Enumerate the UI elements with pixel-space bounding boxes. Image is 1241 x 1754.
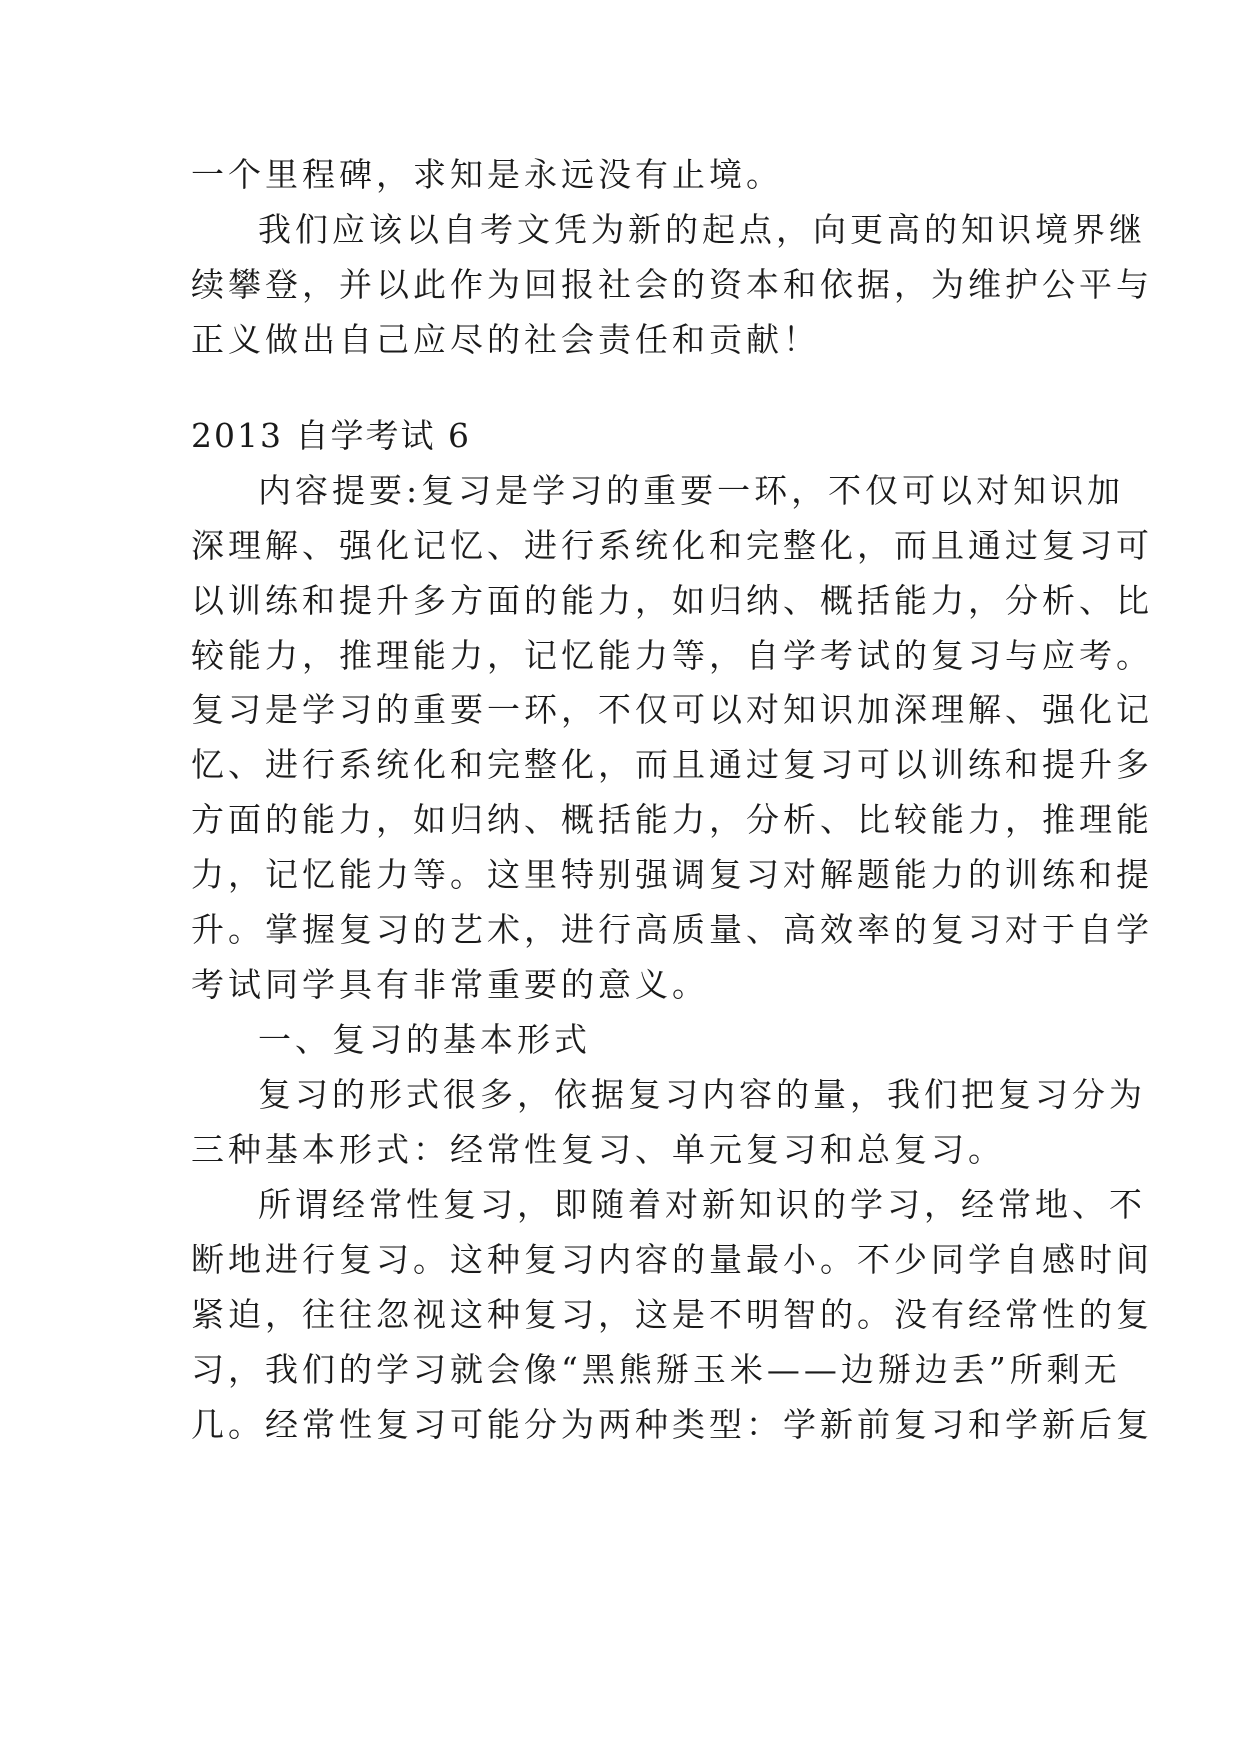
text-line: 较能力，推理能力，记忆能力等，自学考试的复习与应考。 [191,636,1153,675]
text-line: 紧迫，往往忽视这种复习，这是不明智的。没有经常性的复 [191,1295,1153,1334]
text-line: 考试同学具有非常重要的意义。 [191,965,709,1004]
text-line: 续攀登，并以此作为回报社会的资本和依据，为维护公平与 [191,265,1153,304]
text-line: 忆、进行系统化和完整化，而且通过复习可以训练和提升多 [191,745,1153,784]
text-line: 习，我们的学习就会像“黑熊掰玉米——边掰边丢”所剩无 [191,1350,1121,1389]
text-line: 断地进行复习。这种复习内容的量最小。不少同学自感时间 [191,1240,1153,1279]
text-line: 一个里程碑，求知是永远没有止境。 [191,155,783,194]
section-heading: 2013 自学考试 6 [191,416,471,455]
text-line: 方面的能力，如归纳、概括能力，分析、比较能力，推理能 [191,800,1153,839]
text-line: 三种基本形式：经常性复习、单元复习和总复习。 [191,1130,1005,1169]
text-line: 力，记忆能力等。这里特别强调复习对解题能力的训练和提 [191,855,1153,894]
text-line: 以训练和提升多方面的能力，如归纳、概括能力，分析、比 [191,581,1153,620]
text-line: 复习是学习的重要一环，不仅可以对知识加深理解、强化记 [191,690,1153,729]
text-line: 复习的形式很多，依据复习内容的量，我们把复习分为 [258,1075,1146,1114]
text-line: 所谓经常性复习，即随着对新知识的学习，经常地、不 [258,1185,1146,1224]
text-line: 内容提要:复习是学习的重要一环，不仅可以对知识加 [258,471,1125,510]
text-line: 我们应该以自考文凭为新的起点，向更高的知识境界继 [258,210,1146,249]
text-line: 正义做出自己应尽的社会责任和贡献！ [191,320,820,359]
subsection-heading: 一、复习的基本形式 [258,1020,591,1059]
text-line: 几。经常性复习可能分为两种类型：学新前复习和学新后复 [191,1405,1153,1444]
text-line: 深理解、强化记忆、进行系统化和完整化，而且通过复习可 [191,526,1153,565]
text-line: 升。掌握复习的艺术，进行高质量、高效率的复习对于自学 [191,910,1153,949]
